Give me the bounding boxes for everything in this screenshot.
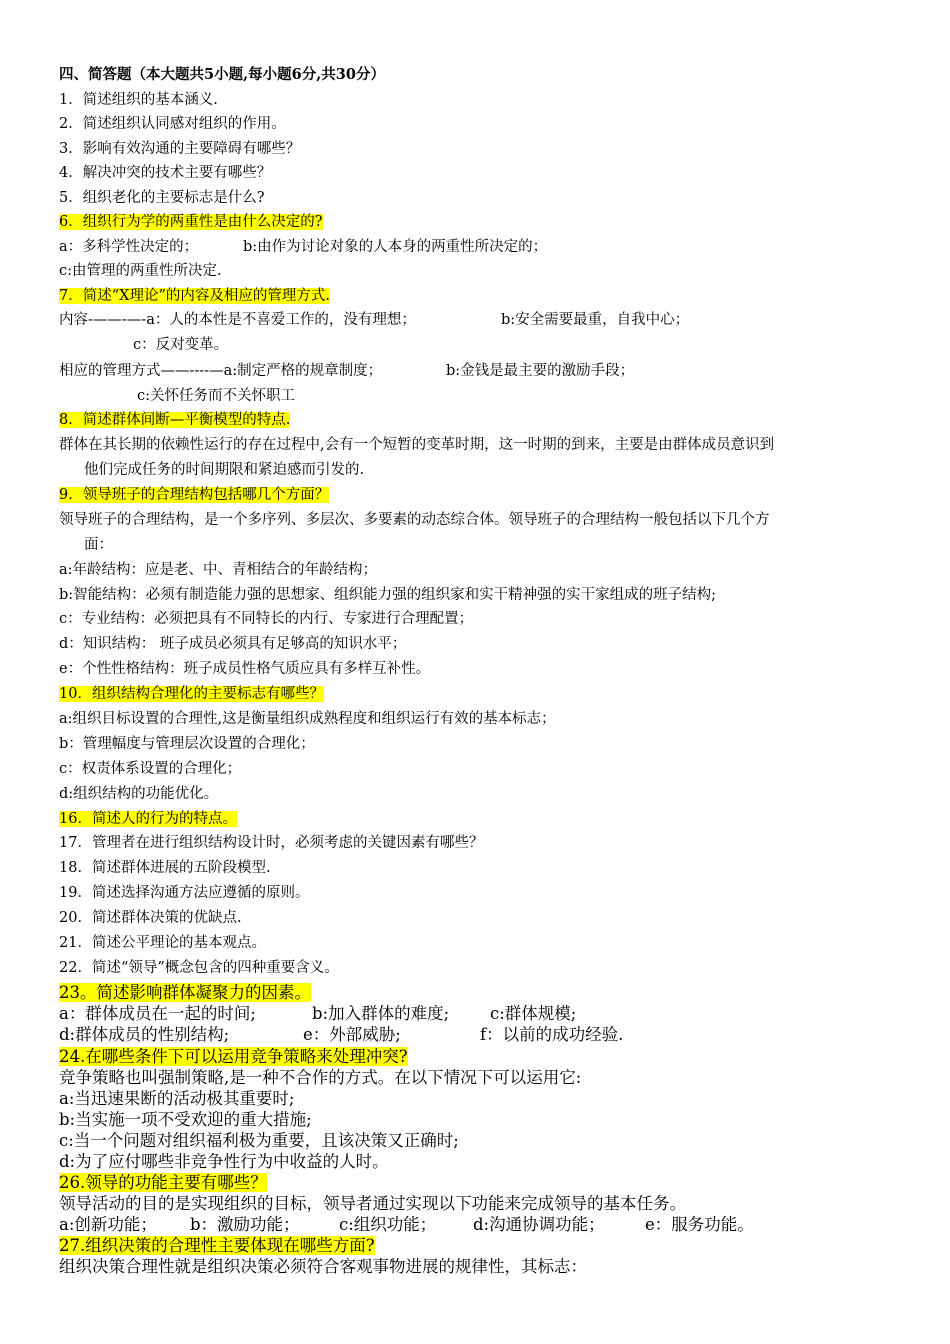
answer-line-a9f: [59, 637, 900, 652]
answer-item: b:由作为讨论对象的人本身的两重性所决定的；: [243, 239, 548, 255]
answer-item: e：外部威胁;: [303, 1025, 401, 1044]
answer-line-a10c: [59, 762, 900, 777]
line-text: c:当一个问题对组织福利极为重要，且该决策又正确时;: [59, 1131, 459, 1150]
line-text: 22．简述“领导”概念包含的四种重要含义。: [59, 960, 339, 976]
answer-item: b：激励功能；: [190, 1215, 300, 1234]
answer-line-a26a: [59, 1196, 900, 1213]
line-text: b：管理幅度与管理层次设置的合理化；: [59, 736, 315, 752]
question-q6: [59, 215, 900, 230]
line-text: a:年龄结构：应是老、中、青相结合的年龄结构；: [59, 562, 378, 578]
line-text: 18．简述群体进展的五阶段模型.: [59, 860, 271, 876]
answer-line-a24c: [59, 1112, 900, 1129]
highlighted-question-text: 16．简述人的行为的特点。: [59, 811, 237, 827]
answer-line-a9d: [59, 588, 900, 603]
line-text: 2．简述组织认同感对组织的作用。: [59, 116, 286, 132]
highlighted-question-text: 27.组织决策的合理性主要体现在哪些方面?: [59, 1236, 375, 1255]
answer-line-a24d: [59, 1133, 900, 1150]
answer-line-a9b: [84, 538, 900, 553]
question-q24: [59, 1049, 900, 1066]
answer-item: c:群体规模;: [490, 1004, 577, 1023]
line-text: 群体在其长期的依赖性运行的存在过程中,会有一个短暂的变革时期，这一时期的到来，主要是由群体成员意识到: [59, 437, 775, 453]
line-text: 他们完成任务的时间期限和紧迫感而引发的.: [84, 462, 365, 478]
answer-line-a10b: [59, 737, 900, 752]
highlighted-question-text: 26.领导的功能主要有哪些？: [59, 1173, 267, 1192]
answer-item: c:组织功能；: [339, 1215, 437, 1234]
answer-item: b:安全需要最重，自我中心；: [501, 312, 690, 328]
highlighted-question-text: 10．组织结构合理化的主要标志有哪些？: [59, 686, 324, 702]
answer-item: c:关怀任务而不关怀职工: [137, 388, 296, 404]
answer-line-a27a: [59, 1259, 900, 1276]
answer-item: a:创新功能；: [59, 1215, 157, 1234]
answer-item: f：以前的成功经验.: [480, 1025, 624, 1044]
answer-item: a：多科学性决定的；: [59, 239, 199, 255]
line-text: a:组织目标设置的合理性,这是衡量组织成熟程度和组织运行有效的基本标志；: [59, 711, 556, 727]
question-q22: [59, 961, 900, 976]
question-q5: [59, 191, 900, 206]
answer-item: b:金钱是最主要的激励手段；: [446, 363, 635, 379]
line-text: 组织决策合理性就是组织决策必须符合客观事物进展的规律性，其标志：: [59, 1257, 587, 1276]
line-text: 1．简述组织的基本涵义.: [59, 92, 218, 108]
line-text: 19．简述选择沟通方法应遵循的原则。: [59, 885, 310, 901]
line-text: 面：: [84, 537, 113, 553]
highlighted-question-text: 6．组织行为学的两重性是由什么决定的?: [59, 214, 323, 230]
line-text: a:当迅速果断的活动极其重要时;: [59, 1089, 295, 1108]
question-q26: [59, 1175, 900, 1192]
question-q1: [59, 93, 900, 108]
section-title: 四、简答题（本大题共5小题,每小题6分,共30分）: [59, 66, 385, 83]
answer-line-a24b: [59, 1091, 900, 1108]
question-q18: [59, 861, 900, 876]
highlighted-question-text: 23。简述影响群体凝聚力的因素。: [59, 983, 311, 1002]
line-text: 21．简述公平理论的基本观点。: [59, 935, 266, 951]
line-text: c：专业结构：必须把具有不同特长的内行、专家进行合理配置；: [59, 611, 474, 627]
answer-line-a24a: [59, 1070, 900, 1087]
answer-item: e：服务功能。: [645, 1215, 754, 1234]
highlighted-question-text: 9．领导班子的合理结构包括哪几个方面？: [59, 487, 330, 503]
line-text: 3．影响有效沟通的主要障碍有哪些？: [59, 141, 301, 157]
question-q2: [59, 117, 900, 132]
answer-line-a9e: [59, 612, 900, 627]
line-text: 竞争策略也叫强制策略,是一种不合作的方式。在以下情况下可以运用它:: [59, 1068, 582, 1087]
answer-item: b:加入群体的难度;: [312, 1004, 450, 1023]
answer-line-a10d: [59, 787, 900, 802]
line-text: c：权责体系设置的合理化；: [59, 761, 242, 777]
line-text: 4．解决冲突的技术主要有哪些？: [59, 165, 272, 181]
answer-item: 内容-——-—-a：人的本性是不喜爱工作的，没有理想；: [59, 312, 416, 328]
question-q7: [59, 289, 900, 304]
line-text: e：个性性格结构：班子成员性格气质应具有多样互补性。: [59, 661, 431, 677]
answer-line-a9c: [59, 563, 900, 578]
answer-line-a9a: [59, 513, 900, 528]
question-q3: [59, 142, 900, 157]
line-text: d：知识结构： 班子成员必须具有足够高的知识水平；: [59, 636, 407, 652]
answer-item: a：群体成员在一起的时间;: [59, 1004, 256, 1023]
question-q19: [59, 886, 900, 901]
answer-line-a8b: [84, 463, 900, 478]
answer-line-a10a: [59, 712, 900, 727]
question-q21: [59, 936, 900, 951]
question-q27: [59, 1238, 900, 1255]
line-text: 20．简述群体决策的优缺点.: [59, 910, 242, 926]
question-q17: [59, 836, 900, 851]
line-text: 领导班子的合理结构，是一个多序列、多层次、多要素的动态综合体。领导班子的合理结构一般包括以下几个方: [59, 512, 770, 528]
highlighted-question-text: 24.在哪些条件下可以运用竞争策略来处理冲突?: [59, 1047, 408, 1066]
question-q16: [59, 812, 900, 827]
question-q4: [59, 166, 900, 181]
highlighted-question-text: 7．简述“X理论”的内容及相应的管理方式.: [59, 288, 330, 304]
answer-line-a6b: [59, 264, 900, 279]
question-q8: [59, 413, 900, 428]
line-text: 17．管理者在进行组织结构设计时，必须考虑的关键因素有哪些？: [59, 835, 484, 851]
highlighted-question-text: 8．简述群体间断—平衡模型的特点.: [59, 412, 291, 428]
answer-item: d:沟通协调功能；: [473, 1215, 605, 1234]
line-text: d:组织结构的功能优化。: [59, 786, 219, 802]
question-q9: [59, 488, 900, 503]
answer-item: c：反对变革。: [133, 337, 229, 353]
answer-line-a24e: [59, 1154, 900, 1171]
answer-line-a9g: [59, 662, 900, 677]
answer-line-a8a: [59, 438, 900, 453]
question-q10: [59, 687, 900, 702]
line-text: 领导活动的目的是实现组织的目标，领导者通过实现以下功能来完成领导的基本任务。: [59, 1194, 686, 1213]
question-q23: [59, 985, 900, 1002]
line-text: c:由管理的两重性所决定.: [59, 263, 222, 279]
question-q20: [59, 911, 900, 926]
line-text: b:智能结构：必须有制造能力强的思想家、组织能力强的组织家和实干精神强的实干家组成的班子结构;: [59, 587, 717, 603]
line-text: b:当实施一项不受欢迎的重大措施;: [59, 1110, 312, 1129]
line-text: 5．组织老化的主要标志是什么?: [59, 190, 265, 206]
line-text: d:为了应付哪些非竞争性行为中收益的人时。: [59, 1152, 389, 1171]
answer-item: 相应的管理方式——----—a:制定严格的规章制度；: [59, 363, 383, 379]
answer-item: d:群体成员的性别结构;: [59, 1025, 230, 1044]
